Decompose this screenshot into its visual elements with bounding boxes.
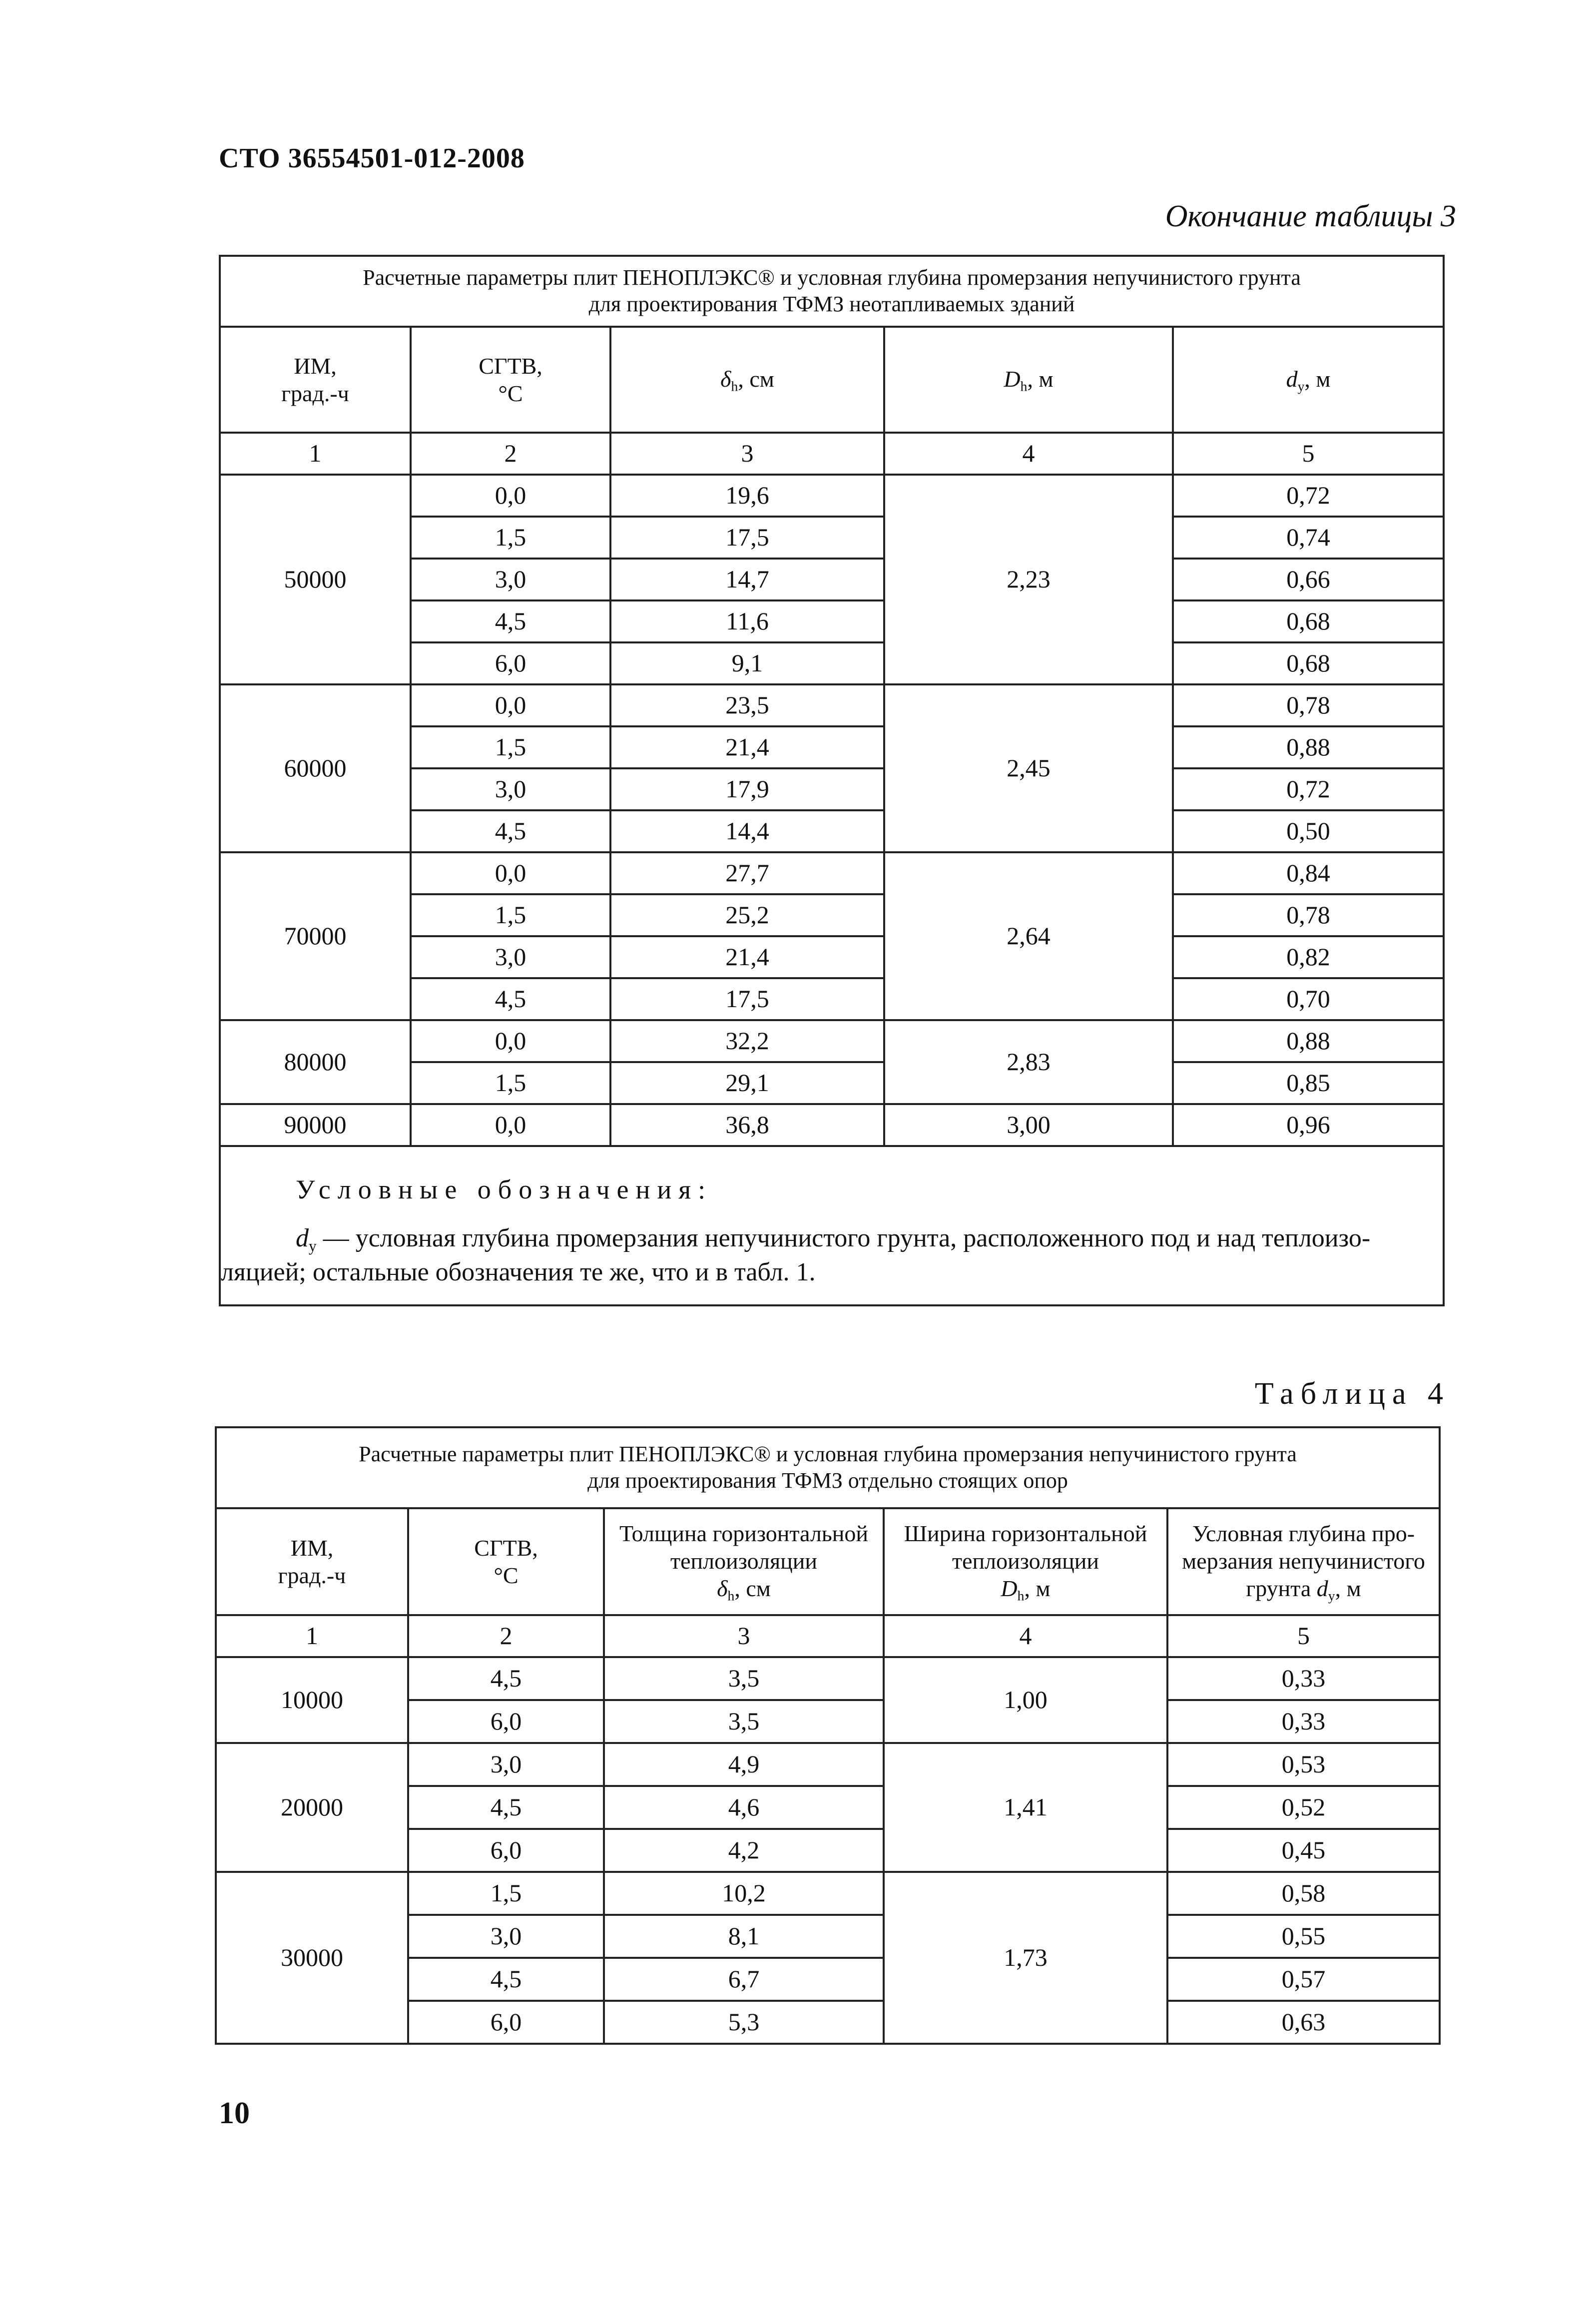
cell-sgtv: 4,5 xyxy=(408,1657,604,1700)
table-row xyxy=(216,1872,1440,1915)
cell-depth: 0,85 xyxy=(1173,1062,1444,1104)
cell-depth: 0,66 xyxy=(1173,559,1444,600)
cell-depth: 0,33 xyxy=(1167,1700,1440,1743)
cell-thickness: 6,7 xyxy=(604,1958,884,2001)
cell-depth: 0,72 xyxy=(1173,768,1444,810)
cell-sgtv: 3,0 xyxy=(411,768,610,810)
D-unit: , м xyxy=(1027,366,1054,392)
cell-sgtv: 4,5 xyxy=(408,1786,604,1829)
table-row xyxy=(220,475,1444,517)
d-symbol: d xyxy=(1286,366,1298,392)
cell-depth: 0,52 xyxy=(1167,1786,1440,1829)
cell-sgtv: 1,5 xyxy=(411,517,610,559)
cell-width: 1,73 xyxy=(884,1872,1167,2044)
col-number: 3 xyxy=(610,433,884,475)
cell-sgtv: 1,5 xyxy=(408,1872,604,1915)
cell-sgtv: 0,0 xyxy=(411,1104,610,1146)
cell-thickness: 25,2 xyxy=(610,894,884,936)
cell-width: 2,23 xyxy=(884,475,1173,684)
cell-sgtv: 4,5 xyxy=(411,600,610,642)
cell-thickness: 21,4 xyxy=(610,726,884,768)
cell-thickness: 14,4 xyxy=(610,810,884,852)
delta-symbol: δ xyxy=(720,366,731,392)
cell-depth: 0,57 xyxy=(1167,1958,1440,2001)
col-number: 1 xyxy=(216,1615,408,1657)
cell-sgtv: 1,5 xyxy=(411,894,610,936)
table-title xyxy=(220,256,1444,327)
cell-thickness: 36,8 xyxy=(610,1104,884,1146)
delta-subscript: h xyxy=(731,378,738,394)
cell-thickness: 3,5 xyxy=(604,1700,884,1743)
delta-symbol: δ xyxy=(717,1576,728,1601)
table-4 xyxy=(215,1426,1441,2045)
D-subscript: h xyxy=(1017,1588,1025,1604)
cell-depth: 0,82 xyxy=(1173,936,1444,978)
cell-im: 20000 xyxy=(216,1743,408,1872)
col-number: 1 xyxy=(220,433,411,475)
col-header-im xyxy=(216,1508,408,1615)
cell-im: 30000 xyxy=(216,1872,408,2044)
header-line: Толщина горизонтальной xyxy=(619,1520,869,1546)
cell-thickness: 4,9 xyxy=(604,1743,884,1786)
col-header-D xyxy=(884,327,1173,433)
legend-title: Условные обозначения: xyxy=(296,1174,713,1204)
cell-width: 2,64 xyxy=(884,852,1173,1020)
cell-depth: 0,53 xyxy=(1167,1743,1440,1786)
delta-unit: , см xyxy=(738,366,774,392)
table-title-line-1: Расчетные параметры плит ПЕНОПЛЭКС® и условная глубина промерзания непучинистого грунта xyxy=(359,1442,1297,1467)
cell-thickness: 23,5 xyxy=(610,684,884,726)
cell-thickness: 29,1 xyxy=(610,1062,884,1104)
cell-thickness: 10,2 xyxy=(604,1872,884,1915)
col-header-insulation-width xyxy=(884,1508,1167,1615)
col-header-sgtv xyxy=(408,1508,604,1615)
cell-depth: 0,45 xyxy=(1167,1829,1440,1872)
page-number: 10 xyxy=(219,2096,250,2130)
cell-depth: 0,68 xyxy=(1173,642,1444,684)
cell-sgtv: 6,0 xyxy=(408,2001,604,2044)
d-unit: , м xyxy=(1304,366,1331,392)
header-line: теплоизоляции xyxy=(952,1548,1099,1574)
cell-sgtv: 3,0 xyxy=(408,1743,604,1786)
cell-depth: 0,55 xyxy=(1167,1915,1440,1958)
col-number: 5 xyxy=(1167,1615,1440,1657)
cell-sgtv: 6,0 xyxy=(408,1700,604,1743)
table-row xyxy=(216,1657,1440,1700)
legend-text-line-2: ляцией; остальные обозначения те же, что и в табл. 1. xyxy=(221,1258,816,1287)
cell-im: 80000 xyxy=(220,1020,411,1104)
legend-symbol-subscript: y xyxy=(309,1237,317,1255)
col-header-im-name: ИМ, xyxy=(294,353,337,379)
legend-text-line-1: — условная глубина промерзания непучинистого грунта, расположенного под и над теплоизо- xyxy=(316,1224,1371,1253)
table-row xyxy=(220,1104,1444,1146)
delta-subscript: h xyxy=(727,1588,735,1604)
cell-im: 10000 xyxy=(216,1657,408,1743)
col-number: 2 xyxy=(411,433,610,475)
cell-thickness: 21,4 xyxy=(610,936,884,978)
header-line: Ширина горизонтальной xyxy=(904,1520,1147,1546)
col-header-sgtv-unit: °С xyxy=(494,1563,519,1588)
col-header-sgtv-name: СГТВ, xyxy=(479,353,542,379)
table-3 xyxy=(219,255,1445,1306)
cell-im: 60000 xyxy=(220,684,411,852)
cell-thickness: 17,5 xyxy=(610,978,884,1020)
cell-sgtv: 0,0 xyxy=(411,475,610,517)
cell-width: 2,83 xyxy=(884,1020,1173,1104)
cell-thickness: 14,7 xyxy=(610,559,884,600)
cell-sgtv: 0,0 xyxy=(411,684,610,726)
header-line: грунта xyxy=(1246,1576,1317,1601)
delta-unit: , см xyxy=(734,1576,771,1601)
cell-thickness: 17,5 xyxy=(610,517,884,559)
cell-depth: 0,74 xyxy=(1173,517,1444,559)
D-symbol: D xyxy=(1004,366,1021,392)
cell-depth: 0,70 xyxy=(1173,978,1444,1020)
header-line: теплоизоляции xyxy=(670,1548,817,1574)
cell-depth: 0,78 xyxy=(1173,684,1444,726)
cell-sgtv: 4,5 xyxy=(411,978,610,1020)
cell-im: 90000 xyxy=(220,1104,411,1146)
cell-depth: 0,88 xyxy=(1173,1020,1444,1062)
col-number: 4 xyxy=(884,433,1173,475)
cell-width: 2,45 xyxy=(884,684,1173,852)
cell-depth: 0,84 xyxy=(1173,852,1444,894)
cell-thickness: 11,6 xyxy=(610,600,884,642)
d-subscript: y xyxy=(1297,378,1305,394)
cell-thickness: 3,5 xyxy=(604,1657,884,1700)
cell-thickness: 4,6 xyxy=(604,1786,884,1829)
document-code: СТО 36554501-012-2008 xyxy=(219,143,525,174)
d-subscript: y xyxy=(1328,1588,1335,1604)
col-number: 2 xyxy=(408,1615,604,1657)
cell-sgtv: 1,5 xyxy=(411,726,610,768)
cell-depth: 0,88 xyxy=(1173,726,1444,768)
col-header-sgtv xyxy=(411,327,610,433)
table-4-caption: Таблица 4 xyxy=(1254,1377,1450,1411)
cell-thickness: 32,2 xyxy=(610,1020,884,1062)
cell-thickness: 27,7 xyxy=(610,852,884,894)
cell-sgtv: 6,0 xyxy=(411,642,610,684)
col-header-im-name: ИМ, xyxy=(290,1535,334,1561)
cell-depth: 0,78 xyxy=(1173,894,1444,936)
table-row xyxy=(216,1743,1440,1786)
cell-im: 50000 xyxy=(220,475,411,684)
col-header-delta xyxy=(610,327,884,433)
col-header-im-unit: град.-ч xyxy=(281,381,349,406)
cell-depth: 0,68 xyxy=(1173,600,1444,642)
d-symbol: d xyxy=(1316,1576,1328,1601)
col-header-sgtv-unit: °С xyxy=(498,381,523,406)
header-line: мерзания непучинистого xyxy=(1182,1548,1425,1574)
cell-sgtv: 1,5 xyxy=(411,1062,610,1104)
cell-depth: 0,96 xyxy=(1173,1104,1444,1146)
cell-sgtv: 0,0 xyxy=(411,1020,610,1062)
legend-text xyxy=(221,1222,1443,1289)
cell-thickness: 5,3 xyxy=(604,2001,884,2044)
table-row xyxy=(220,684,1444,726)
col-header-d xyxy=(1173,327,1444,433)
table-row xyxy=(220,1020,1444,1062)
D-subscript: h xyxy=(1020,378,1028,394)
cell-thickness: 8,1 xyxy=(604,1915,884,1958)
cell-sgtv: 3,0 xyxy=(408,1915,604,1958)
cell-sgtv: 3,0 xyxy=(411,559,610,600)
cell-sgtv: 4,5 xyxy=(411,810,610,852)
cell-sgtv: 0,0 xyxy=(411,852,610,894)
cell-thickness: 17,9 xyxy=(610,768,884,810)
col-header-im xyxy=(220,327,411,433)
header-line: Условная глубина про- xyxy=(1192,1520,1415,1546)
col-number: 4 xyxy=(884,1615,1167,1657)
table-title xyxy=(216,1427,1440,1508)
col-header-freezing-depth xyxy=(1167,1508,1440,1615)
cell-sgtv: 3,0 xyxy=(411,936,610,978)
cell-width: 1,41 xyxy=(884,1743,1167,1872)
cell-sgtv: 6,0 xyxy=(408,1829,604,1872)
cell-thickness: 19,6 xyxy=(610,475,884,517)
cell-width: 1,00 xyxy=(884,1657,1167,1743)
table-continuation-caption: Окончание таблицы 3 xyxy=(1165,199,1456,233)
col-header-sgtv-name: СГТВ, xyxy=(474,1535,538,1561)
d-unit: , м xyxy=(1335,1576,1361,1601)
cell-depth: 0,72 xyxy=(1173,475,1444,517)
col-header-im-unit: град.-ч xyxy=(278,1563,346,1588)
col-number: 5 xyxy=(1173,433,1444,475)
cell-thickness: 9,1 xyxy=(610,642,884,684)
table-title-line-1: Расчетные параметры плит ПЕНОПЛЭКС® и условная глубина промерзания непучинистого грунта xyxy=(363,265,1301,290)
cell-depth: 0,33 xyxy=(1167,1657,1440,1700)
D-unit: , м xyxy=(1024,1576,1051,1601)
D-symbol: D xyxy=(1001,1576,1018,1601)
cell-depth: 0,50 xyxy=(1173,810,1444,852)
table-row xyxy=(220,852,1444,894)
cell-depth: 0,58 xyxy=(1167,1872,1440,1915)
legend xyxy=(220,1146,1444,1305)
col-header-insulation-thickness xyxy=(604,1508,884,1615)
table-title-line-2: для проектирования ТФМЗ неотапливаемых зданий xyxy=(588,292,1075,316)
cell-im: 70000 xyxy=(220,852,411,1020)
cell-depth: 0,63 xyxy=(1167,2001,1440,2044)
legend-symbol: d xyxy=(296,1224,309,1253)
cell-thickness: 4,2 xyxy=(604,1829,884,1872)
table-title-line-2: для проектирования ТФМЗ отдельно стоящих опор xyxy=(587,1468,1068,1493)
cell-sgtv: 4,5 xyxy=(408,1958,604,2001)
col-number: 3 xyxy=(604,1615,884,1657)
cell-width: 3,00 xyxy=(884,1104,1173,1146)
